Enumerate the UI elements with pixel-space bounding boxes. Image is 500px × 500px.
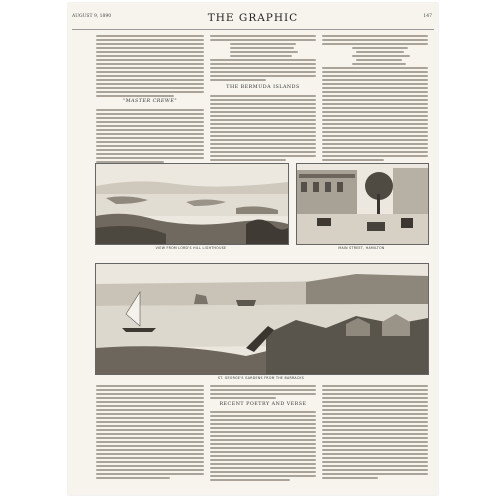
text-line bbox=[210, 79, 266, 81]
illustration-caption: VIEW FROM LORD'S HILL LIGHTHOUSE bbox=[155, 246, 227, 250]
text-line bbox=[322, 445, 428, 447]
text-line bbox=[210, 385, 316, 387]
text-line bbox=[96, 457, 204, 459]
text-line bbox=[352, 63, 406, 65]
text-line bbox=[210, 131, 316, 133]
text-line bbox=[210, 115, 316, 117]
section-heading: THE BERMUDA ISLANDS bbox=[226, 85, 300, 90]
text-line bbox=[210, 111, 316, 113]
text-line bbox=[96, 59, 204, 61]
text-line bbox=[96, 421, 204, 423]
text-line bbox=[322, 461, 428, 463]
text-line bbox=[96, 409, 204, 411]
text-line bbox=[210, 139, 316, 141]
text-line bbox=[96, 113, 204, 115]
text-line bbox=[210, 107, 316, 109]
text-line bbox=[322, 119, 428, 121]
text-line bbox=[322, 127, 428, 129]
text-line bbox=[96, 405, 204, 407]
publication-title: THE GRAPHIC bbox=[207, 12, 299, 24]
text-line bbox=[96, 95, 174, 97]
text-line bbox=[322, 401, 428, 403]
text-line bbox=[96, 469, 204, 471]
text-line bbox=[322, 131, 428, 133]
article-column-middle bbox=[210, 33, 316, 165]
text-line bbox=[210, 419, 316, 421]
text-line bbox=[210, 393, 316, 395]
text-line bbox=[322, 397, 428, 399]
text-line bbox=[322, 409, 428, 411]
text-line bbox=[210, 397, 276, 399]
text-line bbox=[96, 465, 204, 467]
harbour-view-engraving bbox=[95, 163, 289, 245]
text-line bbox=[322, 99, 428, 101]
article-column-right bbox=[322, 33, 428, 165]
text-line bbox=[322, 385, 428, 387]
text-line bbox=[230, 51, 298, 53]
text-line bbox=[96, 145, 204, 147]
text-line bbox=[322, 453, 428, 455]
text-line bbox=[210, 463, 316, 465]
text-line bbox=[96, 137, 204, 139]
text-line bbox=[96, 449, 204, 451]
text-line bbox=[210, 475, 316, 477]
text-line bbox=[322, 457, 428, 459]
text-line bbox=[322, 151, 428, 153]
text-line bbox=[322, 413, 428, 415]
text-line bbox=[352, 55, 410, 57]
text-line bbox=[322, 95, 428, 97]
text-line bbox=[322, 111, 428, 113]
text-line bbox=[356, 51, 404, 53]
text-line bbox=[96, 55, 204, 57]
text-line bbox=[210, 143, 316, 145]
text-line bbox=[96, 153, 204, 155]
text-line bbox=[322, 473, 428, 475]
text-line bbox=[322, 405, 428, 407]
text-line bbox=[322, 39, 428, 41]
text-line bbox=[322, 87, 428, 89]
main-street-engraving bbox=[296, 163, 429, 245]
text-line bbox=[210, 63, 316, 65]
text-line bbox=[352, 47, 408, 49]
text-line bbox=[230, 47, 294, 49]
text-line bbox=[210, 479, 290, 481]
text-line bbox=[210, 159, 286, 161]
article-column-bottom-middle bbox=[210, 383, 316, 489]
text-line bbox=[322, 67, 428, 69]
text-line bbox=[210, 95, 316, 97]
text-line bbox=[322, 441, 428, 443]
text-line bbox=[322, 123, 428, 125]
text-line bbox=[210, 39, 316, 41]
text-line bbox=[322, 425, 428, 427]
text-line bbox=[96, 477, 170, 479]
text-line bbox=[322, 393, 428, 395]
text-line bbox=[322, 35, 428, 37]
text-line bbox=[210, 459, 316, 461]
text-line bbox=[96, 35, 204, 37]
text-line bbox=[96, 125, 204, 127]
illustration-caption: ST. GEORGE'S GARDENS FROM THE BARRACKS bbox=[217, 376, 305, 380]
text-line bbox=[96, 129, 204, 131]
text-line bbox=[230, 55, 292, 57]
text-line bbox=[322, 429, 428, 431]
text-line bbox=[96, 67, 204, 69]
text-line bbox=[210, 423, 316, 425]
text-line bbox=[210, 411, 316, 413]
text-line bbox=[96, 87, 204, 89]
text-line bbox=[322, 477, 378, 479]
text-line bbox=[322, 75, 428, 77]
text-line bbox=[210, 135, 316, 137]
section-heading: "MASTER CREWE" bbox=[122, 99, 178, 104]
text-line bbox=[210, 103, 316, 105]
text-line bbox=[322, 83, 428, 85]
text-line bbox=[210, 155, 316, 157]
text-line bbox=[210, 471, 316, 473]
text-line bbox=[322, 159, 384, 161]
text-line bbox=[210, 71, 316, 73]
text-line bbox=[322, 135, 428, 137]
text-line bbox=[96, 157, 204, 159]
text-line bbox=[96, 75, 204, 77]
text-line bbox=[96, 71, 204, 73]
text-line bbox=[356, 59, 402, 61]
text-line bbox=[210, 147, 316, 149]
text-line bbox=[96, 397, 204, 399]
text-line bbox=[96, 141, 204, 143]
text-line bbox=[210, 127, 316, 129]
text-line bbox=[210, 151, 316, 153]
text-line bbox=[96, 453, 204, 455]
text-line bbox=[96, 63, 204, 65]
section-heading: RECENT POETRY AND VERSE bbox=[219, 402, 307, 407]
text-line bbox=[210, 439, 316, 441]
text-line bbox=[322, 155, 428, 157]
header-rule bbox=[72, 29, 434, 30]
text-line bbox=[96, 149, 204, 151]
text-line bbox=[96, 385, 204, 387]
text-line bbox=[210, 75, 316, 77]
newspaper-page bbox=[68, 3, 438, 495]
text-line bbox=[322, 103, 428, 105]
text-line bbox=[322, 143, 428, 145]
text-line bbox=[322, 139, 428, 141]
text-line bbox=[322, 465, 428, 467]
text-line bbox=[210, 389, 316, 391]
text-line bbox=[210, 435, 316, 437]
text-line bbox=[210, 455, 316, 457]
text-line bbox=[96, 39, 204, 41]
text-line bbox=[96, 117, 204, 119]
text-line bbox=[96, 437, 204, 439]
text-line bbox=[322, 115, 428, 117]
text-line bbox=[322, 437, 428, 439]
text-line bbox=[210, 119, 316, 121]
text-line bbox=[96, 425, 204, 427]
text-line bbox=[230, 43, 296, 45]
text-line bbox=[96, 445, 204, 447]
issue-date: AUGUST 9, 1890 bbox=[72, 14, 112, 19]
text-line bbox=[96, 51, 204, 53]
article-column-bottom-right bbox=[322, 383, 428, 489]
text-line bbox=[96, 109, 204, 111]
text-line bbox=[322, 91, 428, 93]
text-line bbox=[96, 413, 204, 415]
text-line bbox=[96, 389, 204, 391]
text-line bbox=[210, 451, 316, 453]
masthead bbox=[68, 12, 438, 26]
text-line bbox=[322, 147, 428, 149]
gardens-harbour-engraving bbox=[95, 263, 429, 375]
text-line bbox=[210, 427, 316, 429]
text-line bbox=[96, 133, 204, 135]
text-line bbox=[322, 433, 428, 435]
text-line bbox=[322, 417, 428, 419]
text-line bbox=[322, 107, 428, 109]
text-line bbox=[322, 79, 428, 81]
text-line bbox=[210, 431, 316, 433]
text-line bbox=[322, 469, 428, 471]
text-line bbox=[96, 401, 204, 403]
text-line bbox=[210, 67, 316, 69]
text-line bbox=[96, 473, 204, 475]
text-line bbox=[96, 417, 204, 419]
text-line bbox=[322, 421, 428, 423]
text-line bbox=[96, 393, 204, 395]
illustration-caption: MAIN STREET, HAMILTON bbox=[338, 246, 385, 250]
page-number: 147 bbox=[423, 14, 432, 19]
text-line bbox=[322, 389, 428, 391]
text-line bbox=[210, 415, 316, 417]
text-line bbox=[322, 71, 428, 73]
text-line bbox=[210, 35, 316, 37]
text-line bbox=[96, 83, 204, 85]
text-line bbox=[96, 79, 204, 81]
article-column-bottom-left bbox=[96, 383, 204, 489]
text-line bbox=[210, 467, 316, 469]
article-column-left bbox=[96, 33, 204, 165]
text-line bbox=[96, 91, 204, 93]
text-line bbox=[96, 47, 204, 49]
text-line bbox=[96, 441, 204, 443]
text-line bbox=[96, 461, 204, 463]
text-line bbox=[210, 59, 316, 61]
text-line bbox=[210, 123, 316, 125]
text-line bbox=[96, 121, 204, 123]
text-line bbox=[96, 43, 204, 45]
text-line bbox=[96, 429, 204, 431]
text-line bbox=[210, 99, 316, 101]
text-line bbox=[322, 449, 428, 451]
text-line bbox=[322, 43, 428, 45]
text-line bbox=[96, 433, 204, 435]
text-line bbox=[210, 443, 316, 445]
text-line bbox=[210, 447, 316, 449]
